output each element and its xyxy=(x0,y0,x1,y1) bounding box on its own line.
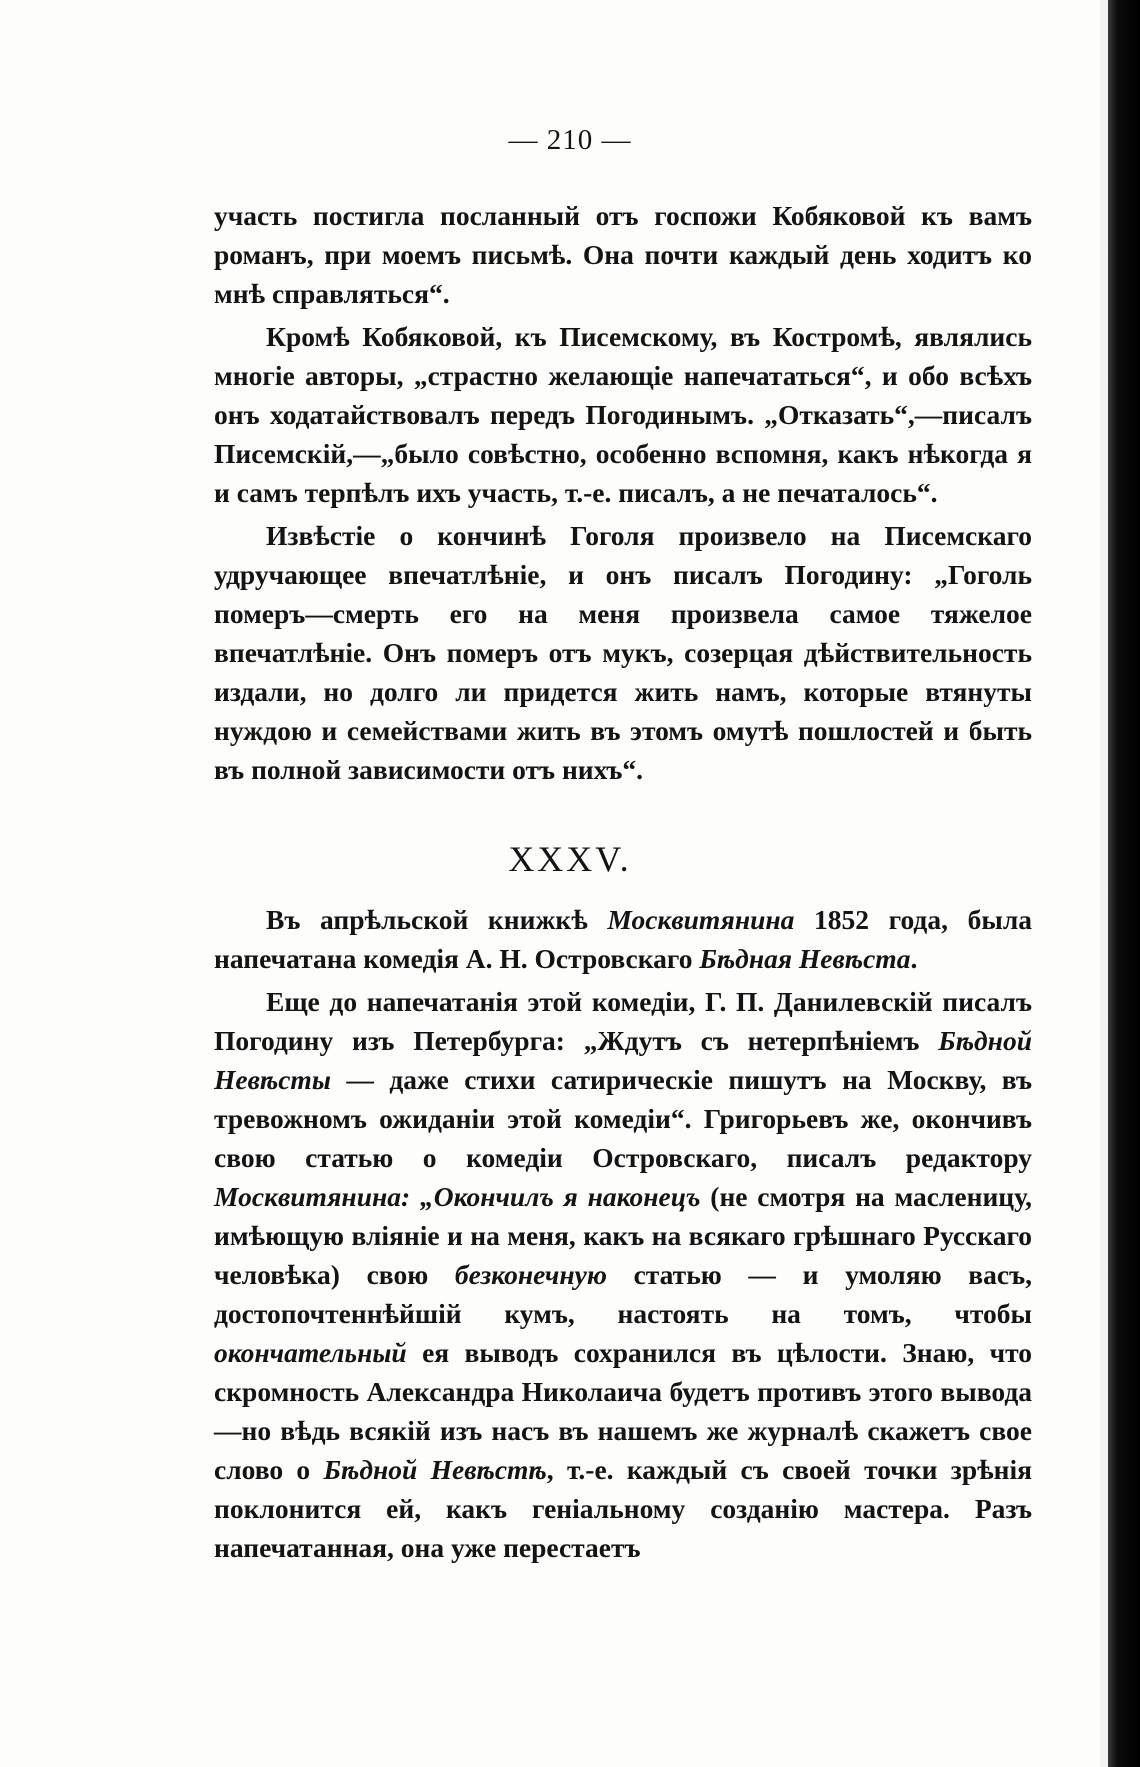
text-run: Въ апрѣльской книжкѣ xyxy=(266,904,608,935)
text-run: . xyxy=(910,943,918,974)
italic-title-run: Бѣдной Невѣсты xyxy=(214,1025,1032,1095)
text-run: Еще до напечатанія этой комедіи, Г. П. Данилевскій писалъ Погодину изъ Петербурга: „Ждутъ съ нетерпѣніемъ xyxy=(214,986,1032,1056)
paragraph-2: Кромѣ Кобяковой, къ Писемскому, въ Костромѣ, являлись многіе авторы, „страстно желающіе напечататься“, и обо всѣхъ онъ ходатайствовалъ передъ Погодинымъ. „Отказать“,—писалъ Писемскій,—„было совѣстно, особенно вспомня, какъ нѣкогда я и самъ терпѣлъ ихъ участь, т.-е. писалъ, а не печаталось“. xyxy=(214,321,1032,508)
italic-emphasis-run: окончательный xyxy=(214,1337,407,1368)
paragraph-1: участь постигла посланный отъ госпожи Кобяковой къ вамъ романъ, при моемъ письмѣ. Она почти каждый день ходитъ ко мнѣ справляться“. xyxy=(214,200,1032,309)
text-block-before-heading xyxy=(214,196,1032,789)
text-block-after-heading xyxy=(214,900,1032,1567)
italic-title-run: Москвитянина xyxy=(607,904,795,935)
text-run: (не смотря на масленицу, имѣющую вліяніе и на меня, какъ на всякаго грѣшнаго Русскаго человѣка) свою xyxy=(214,1181,1033,1290)
page-edge-gap xyxy=(1100,0,1108,1767)
text-run: статью — и умоляю васъ, достопочтеннѣйшій кумъ, настоять на томъ, чтобы xyxy=(214,1259,1032,1329)
paragraph-5 xyxy=(214,982,1032,1567)
text-run: 1852 года, была напечатана комедія А. Н. Островскаго xyxy=(214,904,1033,974)
paragraph-4 xyxy=(214,900,1032,978)
italic-title-run: Бѣдная Невѣста xyxy=(699,943,911,974)
paragraph-3: Извѣстіе о кончинѣ Гоголя произвело на Писемскаго удручающее впечатлѣніе, и онъ писалъ Погодину: „Гоголь померъ—смерть его на меня произвела самое тяжелое впечатлѣніе. Онъ померъ отъ мукъ, созерцая дѣйствительность издали, но долго ли придется жить намъ, которые втянуты нуждою и семействами жить въ этомъ омутѣ пошлостей и быть въ полной зависимости отъ нихъ“. xyxy=(214,520,1032,785)
italic-title-run: Бѣдной Невѣстѣ xyxy=(323,1454,547,1485)
text-run: , т.-е. каждый съ своей точки зрѣнія поклонится ей, какъ геніальному созданію мастера. Разъ напечатанная, она уже перестаетъ xyxy=(214,1454,1032,1563)
section-heading: XXXV. xyxy=(508,839,632,879)
italic-emphasis-run: безконечную xyxy=(454,1259,607,1290)
italic-quote-run: „Окончилъ я наконецъ xyxy=(419,1181,701,1212)
text-run: — даже стихи сатирическіе пишутъ на Москву, въ тревожномъ ожиданіи этой комедіи“. Григорьевъ же, окончивъ свою статью о комедіи Островскаго, писалъ редактору xyxy=(214,1064,1032,1173)
scan-edge-shadow xyxy=(1108,0,1140,1767)
text-run: ея выводъ сохранился въ цѣлости. Знаю, что скромность Александра Николаича будетъ противъ этого вывода—но вѣдь всякій изъ насъ въ нашемъ же журналѣ скажетъ свое слово о xyxy=(214,1337,1032,1485)
italic-title-run: Москвитянина: xyxy=(214,1181,411,1212)
text-run xyxy=(410,1181,420,1212)
page-number: — 210 — xyxy=(508,124,632,156)
